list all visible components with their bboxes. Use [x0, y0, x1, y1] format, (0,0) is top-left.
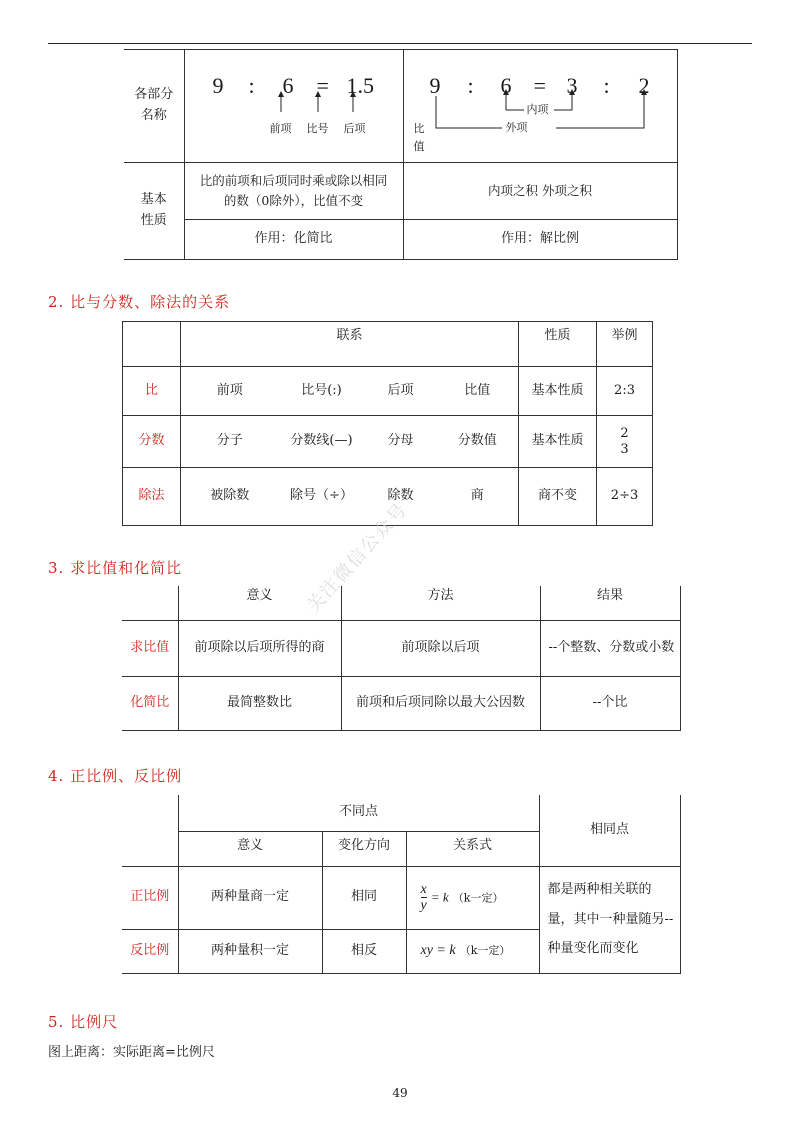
table-cell: 前项和后项同除以最大公因数 [341, 676, 540, 730]
watermark: 关注微信公众号 [302, 498, 413, 617]
fraction-example: 2 3 [597, 416, 653, 468]
ratio-parts-left: 9 : 6 = 1.5 前项 比号 后项 比值 [184, 50, 403, 163]
header-diff: 不同点 [178, 795, 539, 831]
use-right: 作用：解比例 [403, 220, 677, 260]
corner-cell [122, 586, 178, 620]
table-cell: 2:3 [597, 367, 653, 416]
table-cell: 分数值 [437, 416, 519, 468]
row-label-zhengbili: 正比例 [122, 866, 178, 929]
header-formula: 关系式 [406, 831, 539, 866]
row-label-huajianbi: 化简比 [122, 676, 178, 730]
table-cell: 基本性质 [519, 416, 597, 468]
table-cell: 相反 [322, 929, 406, 973]
prop-left: 比的前项和后项同时乘或除以相同的数（0除外），比值不变 [184, 163, 403, 220]
table-cell: 除号（÷） [279, 468, 365, 526]
row-label-bi: 比 [123, 367, 181, 416]
formula-direct: $\frac{x}{y}$ = k （k一定） [406, 866, 539, 929]
table-cell: --个整数、分数或小数 [540, 620, 680, 676]
header-meaning: 意义 [178, 586, 341, 620]
row-label-fenshu: 分数 [123, 416, 181, 468]
header-rule [48, 43, 752, 44]
row-label-qiubizhi: 求比值 [122, 620, 178, 676]
table-cell: 分母 [365, 416, 437, 468]
table-cell: 分数线(—) [279, 416, 365, 468]
table-cell: 2÷3 [597, 468, 653, 526]
header-lianxi: 联系 [181, 322, 519, 367]
table-cell: 基本性质 [519, 367, 597, 416]
header-direction: 变化方向 [322, 831, 406, 866]
corner-cell [122, 795, 178, 866]
section-5-title: 5. 比例尺 [48, 1013, 119, 1031]
table-cell: 两种量商一定 [178, 866, 322, 929]
header-method: 方法 [341, 586, 540, 620]
table-cell: 前项 [181, 367, 279, 416]
table-cell: 分子 [181, 416, 279, 468]
table-cell: 两种量积一定 [178, 929, 322, 973]
table-cell: 前项除以后项 [341, 620, 540, 676]
prop-right: 内项之积 外项之积 [403, 163, 677, 220]
header-same: 相同点 [539, 795, 680, 866]
table-cell: 商 [437, 468, 519, 526]
table-cell: 前项除以后项所得的商 [178, 620, 341, 676]
row-label-chufa: 除法 [123, 468, 181, 526]
table-cell: 比值 [437, 367, 519, 416]
table-cell: 商不变 [519, 468, 597, 526]
corner-cell [123, 322, 181, 367]
ratio-value-simplify-table [122, 586, 681, 731]
ratio-parts-right: 9 : 6 = 3 : 2 内项 外项 [403, 50, 677, 163]
section-2-title: 2. 比与分数、除法的关系 [48, 293, 231, 311]
table-cell: 后项 [365, 367, 437, 416]
section-4-title: 4. 正比例、反比例 [48, 767, 183, 785]
table-cell: 最简整数比 [178, 676, 341, 730]
table-cell: 相同 [322, 866, 406, 929]
row-label-fanbili: 反比例 [122, 929, 178, 973]
header-xingzhi: 性质 [519, 322, 597, 367]
property-label: 基本 性质 [124, 163, 184, 260]
table-cell: 被除数 [181, 468, 279, 526]
ratio-parts-table [124, 49, 678, 260]
table-cell: 除数 [365, 468, 437, 526]
page-number: 49 [392, 1086, 408, 1100]
formula-inverse: xy = k （k一定） [406, 929, 539, 973]
parts-label: 各部分 名称 [124, 50, 184, 163]
arrows-left [185, 50, 404, 163]
header-meaning: 意义 [178, 831, 322, 866]
section-3-title: 3. 求比值和化简比 [48, 559, 183, 577]
header-juli: 举例 [597, 322, 653, 367]
header-result: 结果 [540, 586, 680, 620]
table-cell: --个比 [540, 676, 680, 730]
table-cell: 比号(:) [279, 367, 365, 416]
use-left: 作用：化简比 [184, 220, 403, 260]
ratio-fraction-division-table [122, 321, 653, 526]
proportion-table [122, 795, 681, 974]
scale-definition: 图上距离：实际距离=比例尺 [48, 1045, 215, 1060]
same-description: 都是两种相关联的量，其中一种量随另--种量变化而变化 [539, 866, 680, 973]
